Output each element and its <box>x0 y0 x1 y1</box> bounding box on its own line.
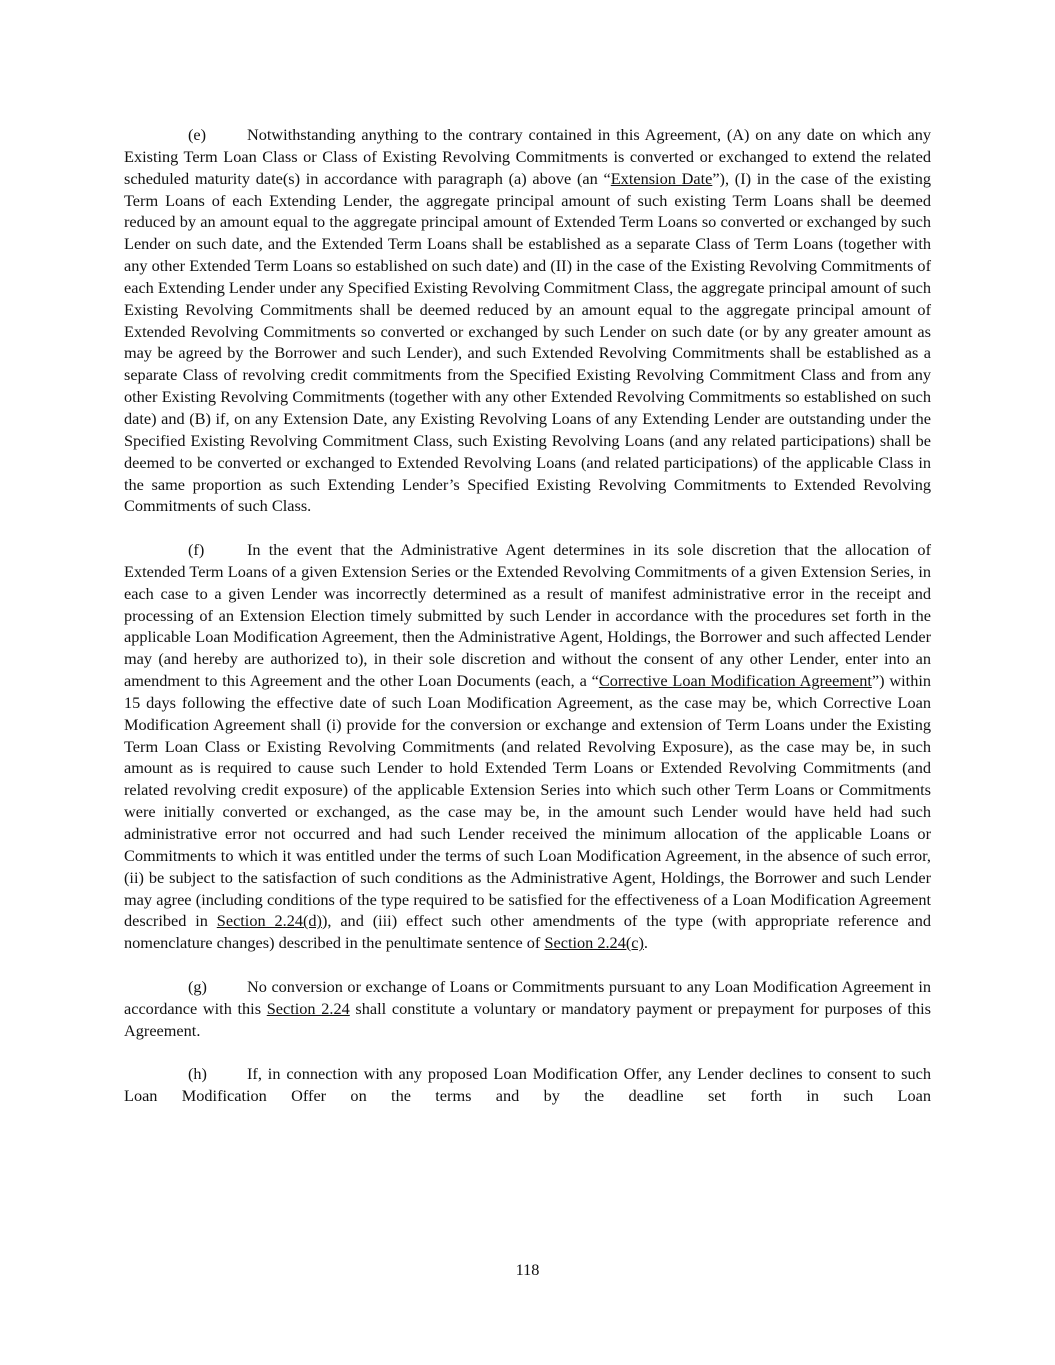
paragraph-label: (h) <box>188 1064 207 1084</box>
paragraph-text: In the event that the Administrative Agent determines in its sole discretion that the allocation of Extended Term Loans of a given Extension Series or the Extended Revolving Commitments of a given Extension Series, in each case to a given Lender was incorrectly determined as a result of manifest administrative error in the receipt and processing of an Extension Election timely submitted by such Lender in accordance with the procedures set forth in the applicable Loan Modification Agreement, then the Administrative Agent, Holdings, the Borrower and such affected Lender may (and hereby are authorized to), in their sole discretion and without the consent of any other Lender, enter into an amendment to this Agreement and the other Loan Documents (each, a “ <box>124 540 931 691</box>
paragraph-label: (f) <box>188 540 205 560</box>
section-reference: Section 2.24(d) <box>216 911 322 931</box>
paragraph-e <box>124 124 931 517</box>
paragraph-text: ), and (iii) effect such other amendments of the type (with appropriate reference and nomenclature changes) described in the penultimate sentence of <box>124 911 931 953</box>
paragraph-h <box>124 1063 931 1107</box>
defined-term-extension-date: Extension Date <box>610 168 713 188</box>
paragraph-text: shall constitute a voluntary or mandatory payment or prepayment for purposes of this Agreement. <box>124 998 931 1040</box>
paragraph-text: . <box>643 933 648 953</box>
paragraph-text: Notwithstanding anything to the contrary contained in this Agreement, (A) on any date on which any Existing Term Loan Class or Class of Existing Revolving Commitments is converted or exchanged to extend the related scheduled maturity date(s) in accordance with paragraph (a) above (an “ <box>124 125 931 188</box>
defined-term-corrective-loan-modification-agreement: Corrective Loan Modification Agreement <box>598 671 872 691</box>
paragraph-label: (g) <box>188 976 207 996</box>
paragraph-label: (e) <box>188 125 207 144</box>
section-reference: Section 2.24(c) <box>544 933 644 953</box>
paragraph-f <box>124 539 931 954</box>
paragraph-text: No conversion or exchange of Loans or Commitments pursuant to any Loan Modification Agreement in accordance with this <box>124 976 931 1018</box>
paragraph-g <box>124 976 931 1042</box>
paragraph-text: ”) within 15 days following the effective date of such Loan Modification Agreement, as the case may be, which Corrective Loan Modification Agreement shall (i) provide for the conversion or exchange and extension of Term Loans under the Existing Term Loan Class or Existing Revolving Commitments (and related Revolving Exposure), as the case may be, in such amount as is required to cause such Lender to hold Extended Term Loans or Extended Revolving Commitments (and related revolving credit exposure) of the applicable Extension Series into which such other Term Loans or Commitments were initially converted or exchanged, as the case may be, in the amount such Lender would have held had such administrative error not occurred and had such Lender received the minimum allocation of the applicable Loans or Commitments to which it was entitled under the terms of such Loan Modification Agreement, in the absence of such error, (ii) be subject to the satisfaction of such conditions as the Administrative Agent, Holdings, the Borrower and such Lender may agree (including conditions of the type required to be satisfied for the effectiveness of a Loan Modification Agreement described in <box>124 671 932 931</box>
page-number: 118 <box>515 1260 540 1279</box>
section-reference: Section 2.24 <box>266 998 350 1018</box>
page-body <box>124 124 931 1129</box>
paragraph-text: ”), (I) in the case of the existing Term Loans of each Extending Lender, the aggregate principal amount of such existing Term Loans shall be deemed reduced by an amount equal to the aggregate principal amount of Extended Term Loans so converted or exchanged by such Lender on such date, and the Extended Term Loans shall be established as a separate Class of Term Loans (together with any other Extended Term Loans so established on such date) and (II) in the case of the Existing Revolving Commitments of each Extending Lender under any Specified Existing Revolving Commitment Class, the aggregate principal amount of such Existing Revolving Commitments shall be deemed reduced by an amount equal to the aggregate principal amount of Extended Revolving Commitments so converted or exchanged by such Lender on such date (or by any greater amount as may be agreed by the Borrower and such Lender), and such Extended Revolving Commitments shall be established as a separate Class of revolving credit commitments from the Specified Existing Revolving Commitment Class and from any other Existing Revolving Commitments (together with any other Extended Revolving Commitments so established on such date) and (B) if, on any Extension Date, any Existing Revolving Loans of any Extending Lender are outstanding under the Specified Existing Revolving Commitment Class, such Existing Revolving Loans (and any related participations) shall be deemed to be converted or exchanged to Extended Revolving Loans (and related participations) of the applicable Class in the same proportion as such Extending Lender’s Specified Existing Revolving Commitments to Extended Revolving Commitments of such Class. <box>124 168 932 516</box>
paragraph-text: If, in connection with any proposed Loan Modification Offer, any Lender declines to consent to such Loan Modification Offer on the terms and by the deadline set forth in such Loan <box>124 1064 931 1106</box>
